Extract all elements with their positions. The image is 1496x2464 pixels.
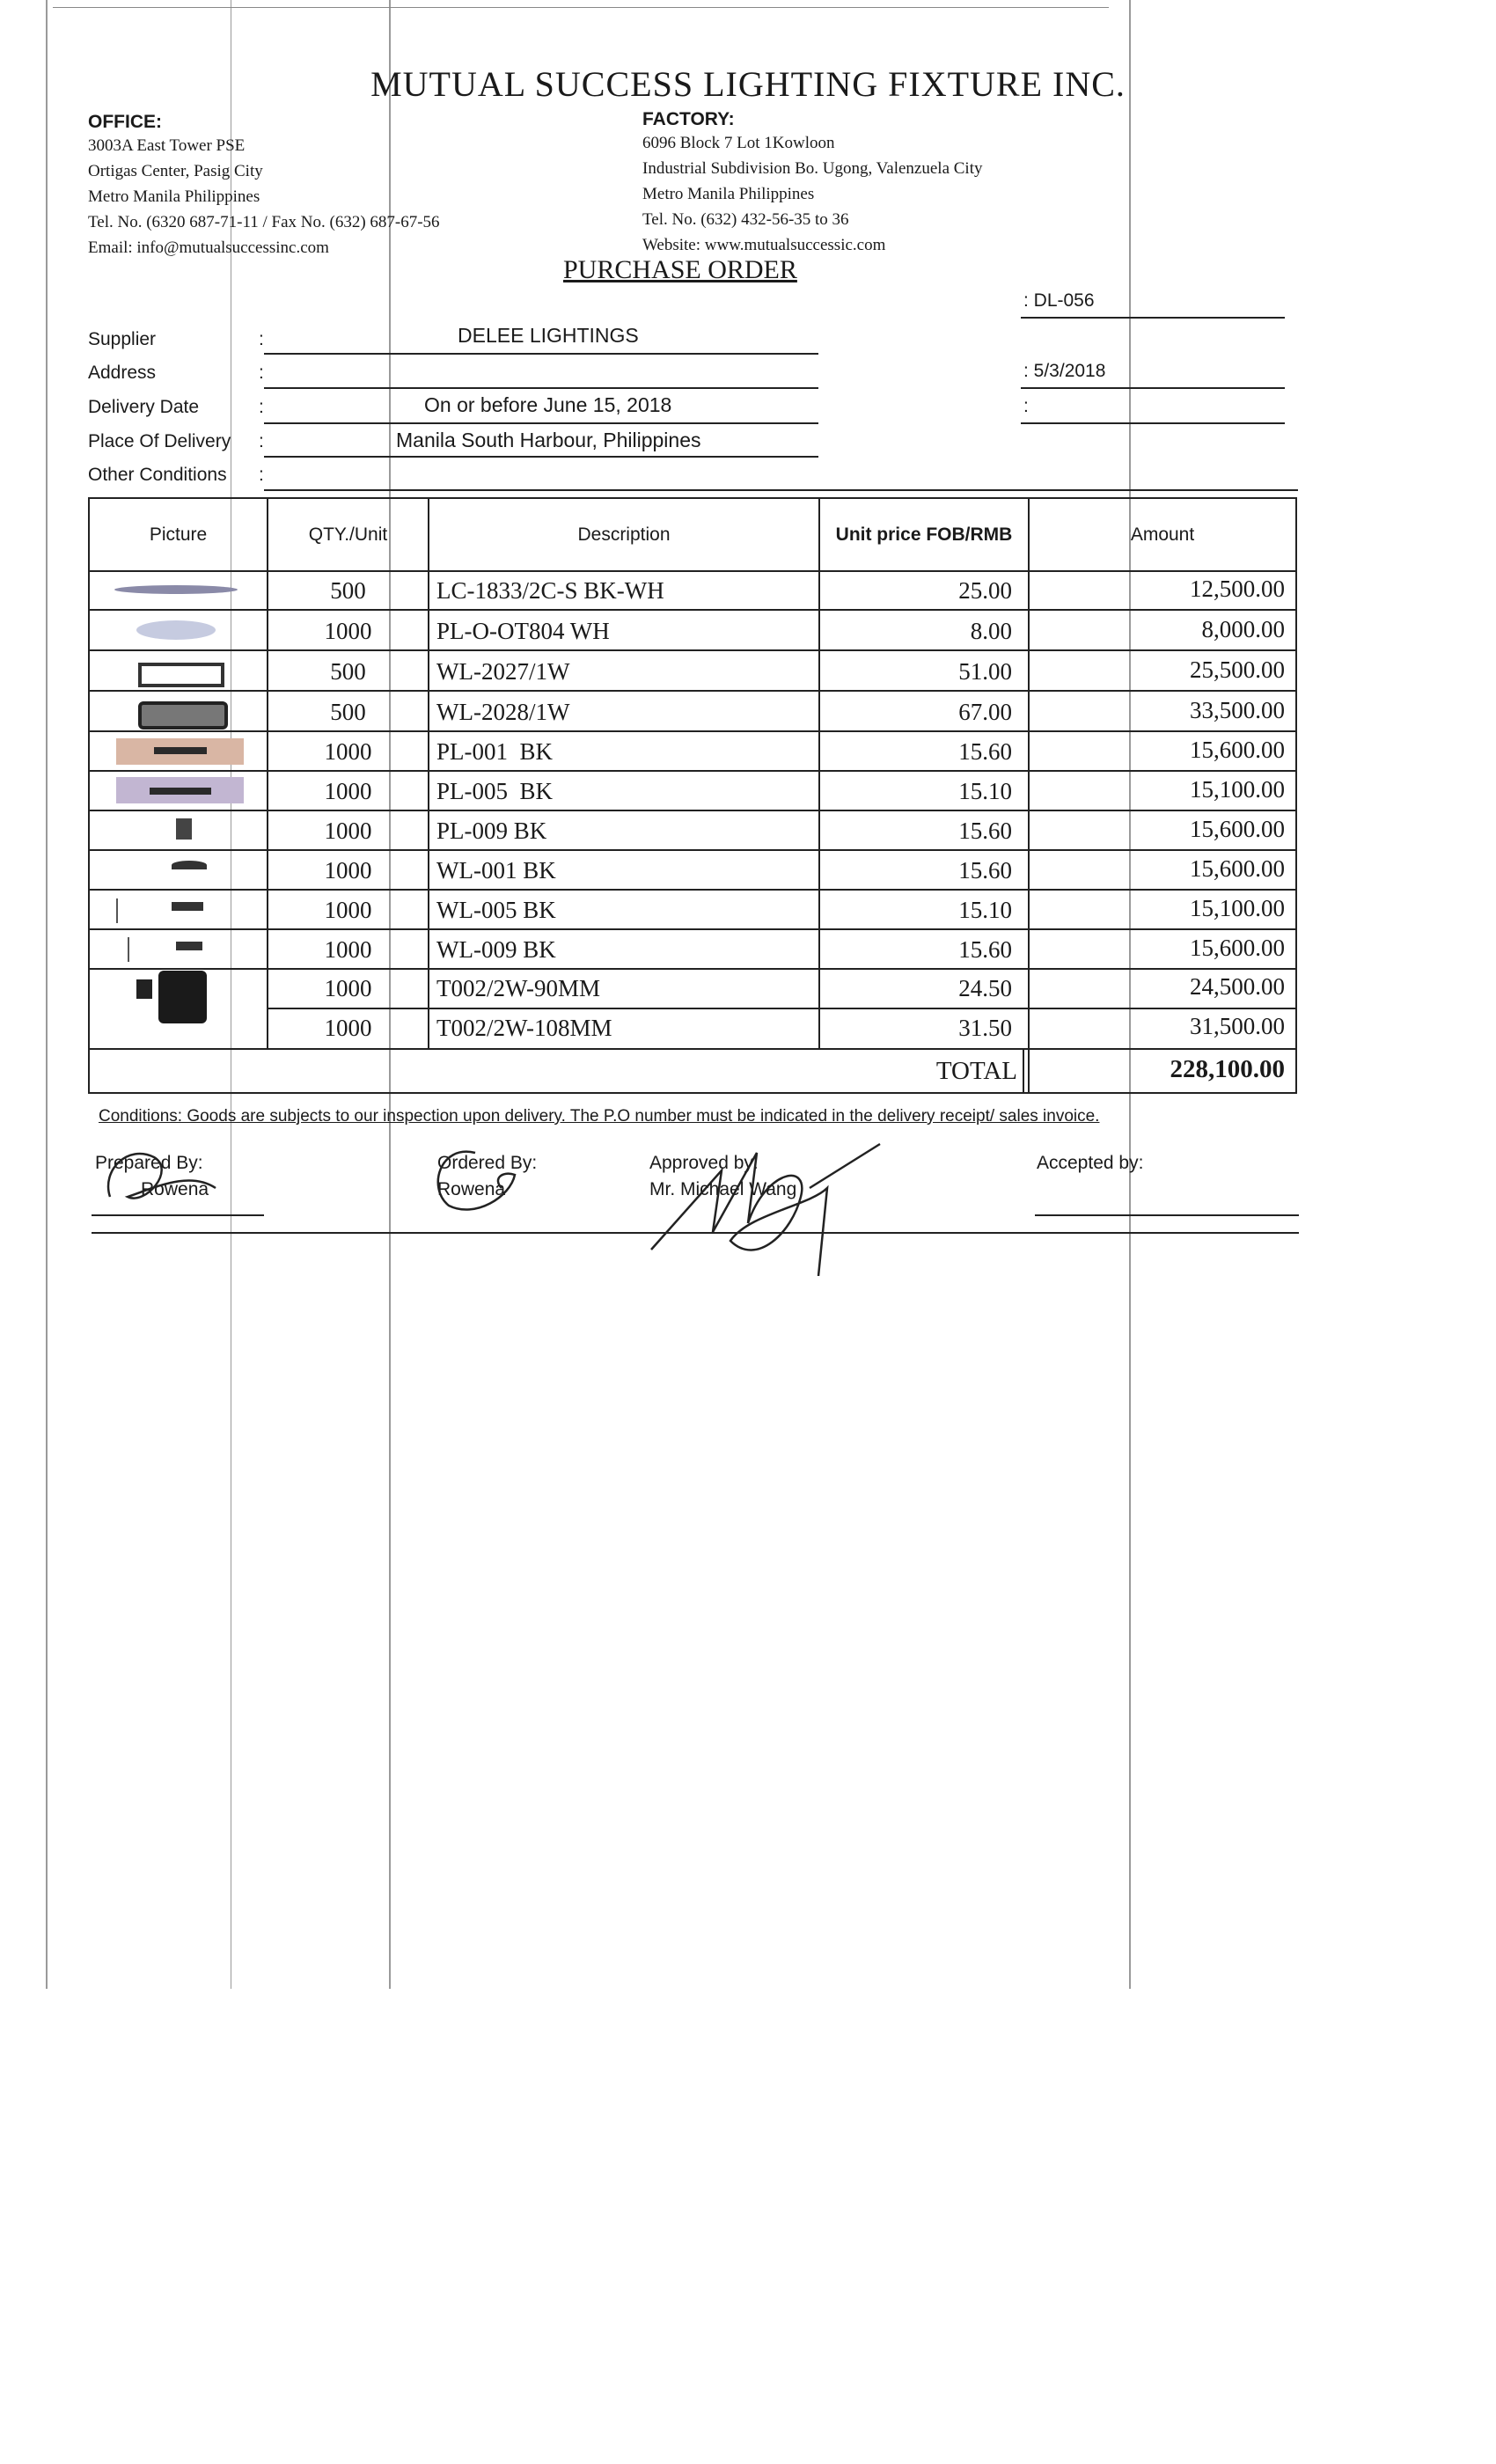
factory-line: Tel. No. (632) 432-56-35 to 36 [642, 210, 849, 229]
row-line [88, 609, 1297, 611]
po-extra: : [1023, 396, 1029, 416]
place-of-delivery-colon: : [259, 431, 264, 451]
header-picture [88, 497, 268, 572]
row-amount: 25,500.00 [1190, 656, 1285, 683]
row-unit-price: 31.50 [958, 1015, 1012, 1041]
approved-by-label: Approved by: [649, 1153, 759, 1173]
row-amount: 24,500.00 [1190, 973, 1285, 1000]
row-description: PL-005 BK [436, 778, 554, 804]
row-description: PL-009 BK [436, 818, 547, 844]
row-amount: 15,600.00 [1190, 816, 1285, 842]
place-of-delivery-line [264, 456, 818, 458]
scan-line [46, 0, 48, 1989]
factory-block [642, 109, 983, 258]
product-image [114, 585, 238, 594]
total-value: 228,100.00 [1170, 1055, 1285, 1083]
product-image [158, 971, 207, 1023]
row-description: LC-1833/2C-S BK-WH [436, 577, 664, 604]
header-unit-price-text: Unit price FOB/RMB [835, 524, 1013, 545]
office-label: OFFICE: [88, 112, 162, 132]
factory-line: Industrial Subdivision Bo. Ugong, Valenzuela City [642, 159, 983, 178]
product-image [172, 861, 207, 869]
header-amount-text: Amount [1130, 524, 1195, 545]
row-unit-price: 15.60 [958, 936, 1012, 963]
header-unit-price [818, 497, 1030, 572]
po-number: : DL-056 [1023, 290, 1095, 311]
po-extra-line [1021, 422, 1285, 424]
row-unit-price: 15.60 [958, 738, 1012, 765]
row-line [88, 928, 1297, 930]
other-conditions-colon: : [259, 465, 264, 485]
product-image [154, 747, 207, 754]
row-qty: 500 [330, 577, 366, 604]
approved-by-name: Mr. Michael Wang [649, 1179, 797, 1199]
office-line: Email: info@mutualsuccessinc.com [88, 238, 329, 257]
office-line: Tel. No. (6320 687-71-11 / Fax No. (632) 687-67-56 [88, 213, 440, 231]
row-description: WL-009 BK [436, 936, 556, 963]
po-date-line [1021, 387, 1285, 389]
row-amount: 15,600.00 [1190, 935, 1285, 961]
delivery-date-value: On or before June 15, 2018 [424, 393, 672, 416]
product-image [136, 979, 152, 999]
prepared-by-label: Prepared By: [95, 1153, 203, 1173]
address-colon: : [259, 363, 264, 383]
row-description: WL-2027/1W [436, 658, 570, 685]
row-amount: 31,500.00 [1190, 1013, 1285, 1039]
product-image [116, 898, 118, 923]
row-line [88, 968, 1297, 970]
ordered-signature [414, 1135, 546, 1223]
row-line [88, 810, 1297, 811]
row-description: T002/2W-108MM [436, 1015, 612, 1041]
header-description-text: Description [577, 524, 671, 545]
row-unit-price: 25.00 [958, 577, 1012, 604]
row-line [88, 649, 1297, 651]
product-image [176, 942, 202, 950]
row-unit-price: 15.60 [958, 818, 1012, 844]
row-qty: 1000 [324, 897, 372, 923]
row-amount: 15,600.00 [1190, 737, 1285, 763]
other-conditions-label: Other Conditions [88, 465, 227, 485]
row-amount: 33,500.00 [1190, 697, 1285, 723]
row-qty: 1000 [324, 936, 372, 963]
office-line: Metro Manila Philippines [88, 187, 260, 206]
ordered-by-label: Ordered By: [437, 1153, 538, 1173]
conditions-text: Conditions: Goods are subjects to our inspection upon delivery. The P.O number must be indicated in the delivery receipt/ sales invoice. [99, 1107, 1100, 1126]
product-image [136, 620, 216, 640]
ordered-by-name: Rowena [437, 1179, 506, 1199]
factory-line: Metro Manila Philippines [642, 185, 815, 203]
row-line [88, 730, 1297, 732]
row-qty: 1000 [324, 738, 372, 765]
row-qty: 1000 [324, 857, 372, 884]
product-image [172, 902, 203, 911]
row-description: PL-001 BK [436, 738, 554, 765]
row-description: WL-005 BK [436, 897, 556, 923]
row-unit-price: 15.60 [958, 857, 1012, 884]
row-line [88, 889, 1297, 891]
office-line: 3003A East Tower PSE [88, 136, 246, 155]
place-of-delivery-value: Manila South Harbour, Philippines [396, 429, 701, 451]
prepared-by-name: Rowena [141, 1179, 209, 1199]
row-description: T002/2W-90MM [436, 975, 600, 1001]
row-amount: 15,100.00 [1190, 895, 1285, 921]
row-line [88, 1048, 1297, 1050]
header-qty-text: QTY./Unit [308, 524, 388, 545]
header-picture-text: Picture [149, 524, 208, 545]
row-qty: 1000 [324, 618, 372, 644]
supplier-value: DELEE LIGHTINGS [458, 324, 639, 347]
product-image [138, 701, 228, 730]
factory-line: Website: www.mutualsuccessic.com [642, 236, 886, 254]
delivery-date-line [264, 422, 818, 424]
top-edge-line [53, 7, 1109, 8]
supplier-colon: : [259, 329, 264, 349]
row-description: WL-2028/1W [436, 699, 570, 725]
row-unit-price: 15.10 [958, 778, 1012, 804]
header-qty [267, 497, 429, 572]
row-qty: 500 [330, 658, 366, 685]
row-qty: 500 [330, 699, 366, 725]
factory-line: 6096 Block 7 Lot 1Kowloon [642, 134, 835, 152]
header-description [428, 497, 820, 572]
delivery-date-label: Delivery Date [88, 397, 200, 417]
row-unit-price: 51.00 [958, 658, 1012, 685]
row-unit-price: 67.00 [958, 699, 1012, 725]
po-date: : 5/3/2018 [1023, 361, 1106, 381]
row-description: PL-O-OT804 WH [436, 618, 610, 644]
supplier-line [264, 353, 818, 355]
row-line [88, 849, 1297, 851]
order-table [88, 497, 1297, 1094]
product-image [150, 788, 211, 795]
product-image [176, 818, 192, 840]
office-block [88, 112, 440, 260]
row-line [267, 1008, 1297, 1009]
address-line [264, 387, 818, 389]
other-conditions-line [264, 489, 1298, 491]
row-qty: 1000 [324, 975, 372, 1001]
accepted-by-label: Accepted by: [1037, 1153, 1144, 1173]
row-amount: 12,500.00 [1190, 576, 1285, 602]
factory-label: FACTORY: [642, 109, 735, 129]
row-amount: 15,600.00 [1190, 855, 1285, 882]
supplier-label: Supplier [88, 329, 157, 349]
row-line [88, 770, 1297, 772]
signature-line [1035, 1214, 1299, 1216]
row-amount: 15,100.00 [1190, 776, 1285, 803]
approved-signature [634, 1135, 915, 1276]
row-amount: 8,000.00 [1201, 616, 1285, 642]
product-image [138, 663, 224, 687]
row-line [88, 690, 1297, 692]
row-description: WL-001 BK [436, 857, 556, 884]
total-label: TOTAL [935, 1057, 1017, 1085]
row-unit-price: 8.00 [970, 618, 1012, 644]
col-separator [1023, 1050, 1024, 1094]
row-qty: 1000 [324, 1015, 372, 1041]
address-label: Address [88, 363, 157, 383]
delivery-date-colon: : [259, 397, 264, 417]
row-qty: 1000 [324, 818, 372, 844]
prepared-signature [92, 1135, 233, 1223]
product-image [128, 937, 129, 962]
row-unit-price: 15.10 [958, 897, 1012, 923]
document-title: PURCHASE ORDER [563, 255, 797, 284]
po-number-line [1021, 317, 1285, 319]
row-unit-price: 24.50 [958, 975, 1012, 1001]
row-qty: 1000 [324, 778, 372, 804]
place-of-delivery-label: Place Of Delivery [88, 431, 231, 451]
company-name: MUTUAL SUCCESS LIGHTING FIXTURE INC. [370, 64, 1126, 104]
header-amount [1028, 497, 1297, 572]
office-line: Ortigas Center, Pasig City [88, 162, 263, 180]
